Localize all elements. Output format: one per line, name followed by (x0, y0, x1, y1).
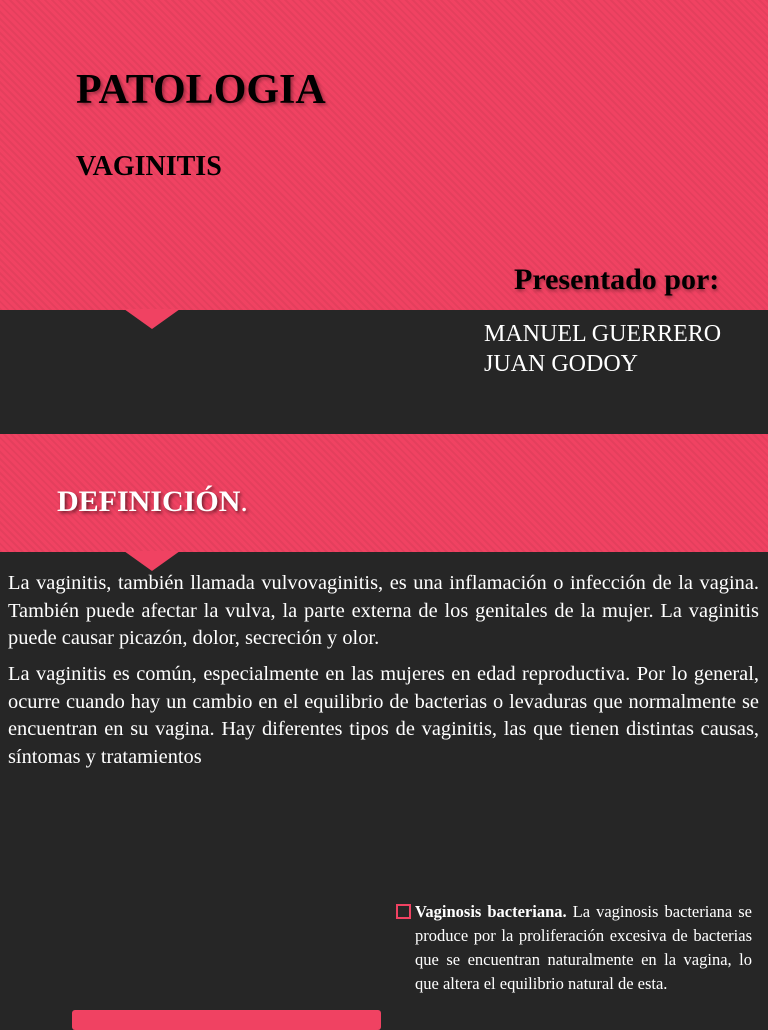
slide-subtitle: VAGINITIS (76, 151, 222, 182)
bullet-paragraph (415, 900, 752, 996)
bullet-term: Vaginosis bacteriana. (415, 902, 567, 921)
slide1-notch (124, 309, 180, 329)
square-bullet-icon (396, 904, 411, 919)
definition-paragraph: La vaginitis es común, especialmente en las mujeres en edad reproductiva. Por lo general, ocurre cuando hay un cambio en el equilibrio de bacterias o levaduras que normalmente se encuentran en su vagina. Hay diferentes tipos de vaginitis, las que tienen distintas causas, síntomas y tratamientos (8, 663, 759, 768)
bullet-description: La vaginosis bacteriana se produce por la proliferación excesiva de bacterias que se encuentran naturalmente en la vagina, lo que altera el equilibrio natural de esta. (415, 902, 752, 993)
author-name: MANUEL GUERRERO (484, 321, 722, 347)
slide3-accent-bar (72, 1010, 381, 1030)
author-name: JUAN GODOY (484, 351, 638, 377)
section-heading (57, 485, 248, 519)
section-heading-period: . (240, 485, 248, 518)
presented-by-label: Presentado por: (514, 263, 720, 296)
slide-title: PATOLOGIA (76, 67, 326, 113)
section-heading-text: DEFINICIÓN (57, 485, 241, 518)
definition-paragraph: La vaginitis, también llamada vulvovaginitis, es una inflamación o infección de la vagina. También puede afectar la vulva, la parte externa de los genitales de la mujer. La vaginitis puede causar picazón, dolor, secreción y olor. (8, 572, 759, 649)
slide2-notch (124, 551, 180, 571)
bullet-item (396, 900, 752, 996)
